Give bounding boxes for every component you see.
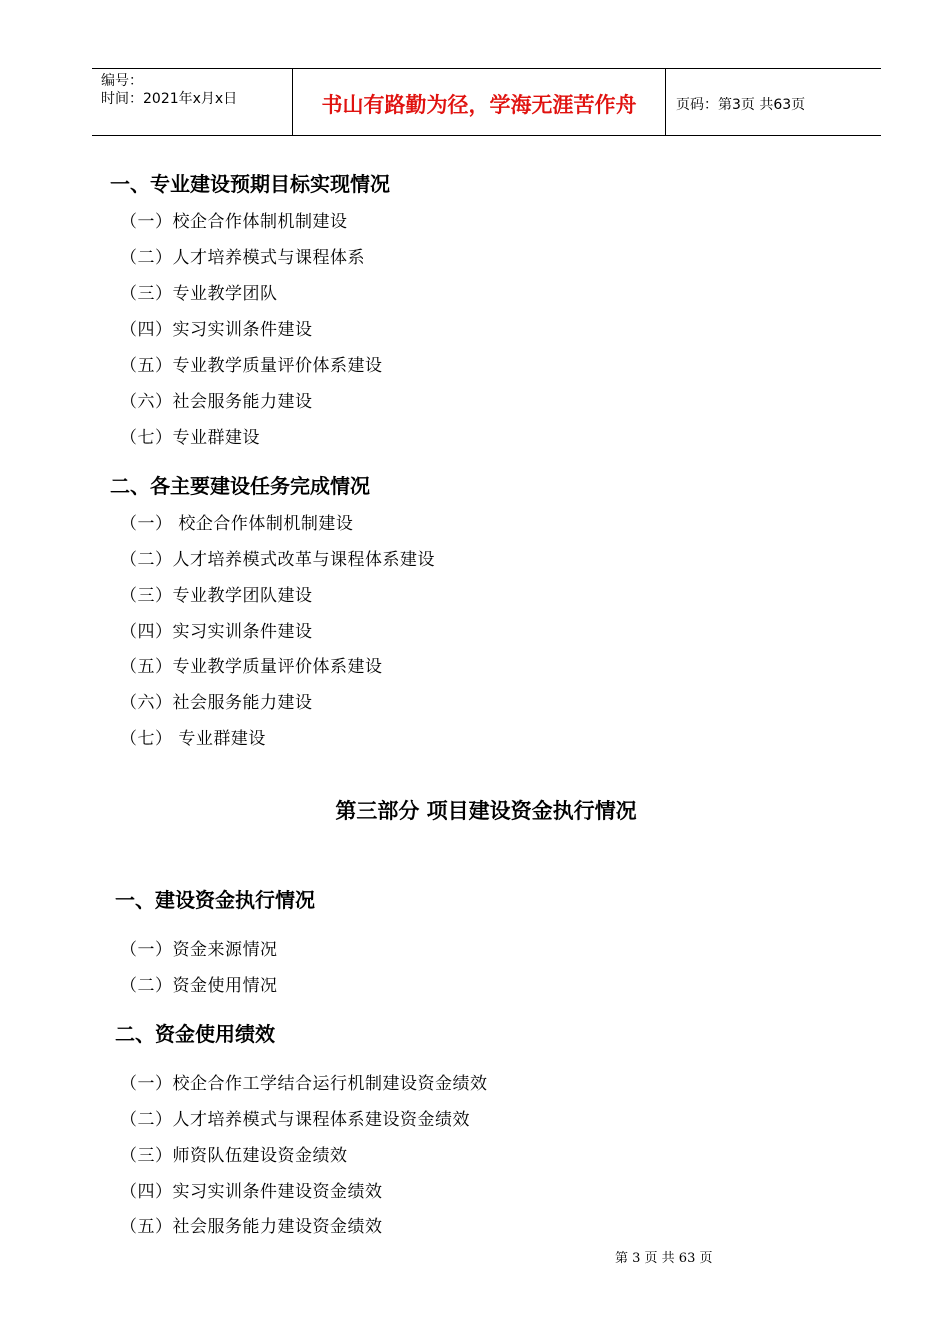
list-item: （五）专业教学质量评价体系建设 — [120, 356, 383, 376]
list-item: （六）社会服务能力建设 — [120, 693, 313, 713]
list-item: （三）师资队伍建设资金绩效 — [120, 1146, 348, 1166]
list-item: （七） 专业群建设 — [120, 729, 266, 749]
header-number-label: 编号： — [101, 73, 143, 89]
section-title-expected-goals: 一、专业建设预期目标实现情况 — [110, 172, 390, 196]
page-footer: 第 3 页 共 63 页 — [615, 1251, 713, 1266]
list-item: （七）专业群建设 — [120, 428, 260, 448]
section-title-funds-performance: 二、资金使用绩效 — [115, 1022, 275, 1046]
list-item: （五）社会服务能力建设资金绩效 — [120, 1217, 383, 1237]
list-item: （二）人才培养模式改革与课程体系建设 — [120, 550, 435, 570]
list-item: （四）实习实训条件建设资金绩效 — [120, 1182, 383, 1202]
list-item: （一）校企合作工学结合运行机制建设资金绩效 — [120, 1074, 488, 1094]
list-item: （四）实习实训条件建设 — [120, 622, 313, 642]
list-item: （二）资金使用情况 — [120, 976, 278, 996]
header-motto: 书山有路勤为径，学海无涯苦作舟 — [293, 69, 666, 135]
section-title-funds-execution: 一、建设资金执行情况 — [115, 888, 315, 912]
header-page-label: 页码：第3页 共63页 — [676, 96, 806, 113]
section-title-task-completion: 二、各主要建设任务完成情况 — [110, 474, 370, 498]
list-item: （三）专业教学团队建设 — [120, 586, 313, 606]
list-item: （三）专业教学团队 — [120, 284, 278, 304]
list-item: （一） 校企合作体制机制建设 — [120, 514, 354, 534]
list-item: （二）人才培养模式与课程体系 — [120, 248, 365, 268]
list-item: （二）人才培养模式与课程体系建设资金绩效 — [120, 1110, 470, 1130]
list-item: （五）专业教学质量评价体系建设 — [120, 657, 383, 677]
list-item: （六）社会服务能力建设 — [120, 392, 313, 412]
header-meta — [92, 69, 293, 135]
page-header — [92, 68, 881, 136]
list-item: （一）校企合作体制机制建设 — [120, 212, 348, 232]
list-item: （四）实习实训条件建设 — [120, 320, 313, 340]
list-item: （一）资金来源情况 — [120, 940, 278, 960]
part-title: 第三部分 项目建设资金执行情况 — [335, 799, 637, 823]
header-time-label: 时间：2021年x月x日 — [101, 91, 238, 107]
